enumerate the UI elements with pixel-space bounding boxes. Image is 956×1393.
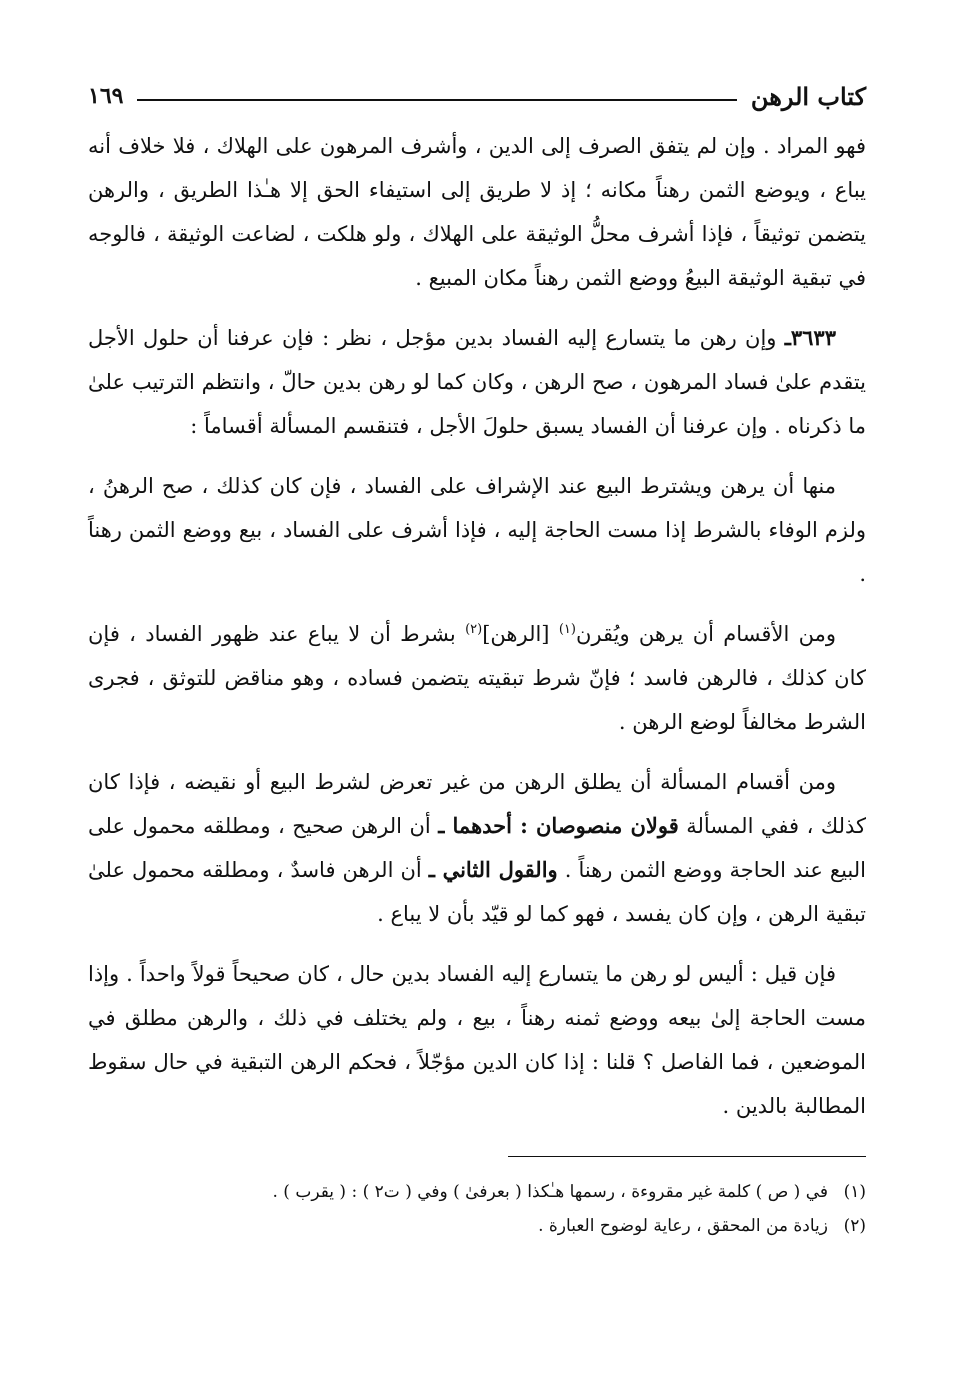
footnote-1-number: (١) bbox=[843, 1182, 866, 1202]
issue-number: ٣٦٣٣ـ bbox=[784, 325, 836, 350]
paragraph-4 bbox=[88, 612, 866, 744]
paragraph-1: فهو المراد . وإن لم يتفق الصرف إلى الدين ، وأشرف المرهون على الهلاك ، فلا خلاف أنه يباع ، ويوضع الثمن رهناً مكانه ؛ إذ لا طريق إلى استيفاء الحق إلا هـٰذا الطريق ، والرهن يتضمن توثيقاً ، فإذا أشرف محلُّ الوثيقة على الهلاك ، ولو هلكت ، لضاعت الوثيقة ، فالوجه في تبقية الوثيقة البيعُ ووضع الثمن رهناً مكان المبيع . bbox=[88, 134, 866, 290]
paragraph-4-text-a: ومن الأقسام أن يرهن ويُقرن bbox=[575, 622, 836, 646]
footnote-1 bbox=[88, 1175, 866, 1209]
book-page bbox=[88, 76, 866, 1243]
paragraph-5-text-c: أن الرهن فاسدٌ ، ومطلقه محمول علىٰ تبقية الرهن ، وإن كان يفسد ، فهو كما لو قيّد بأن لا يباع . bbox=[88, 858, 866, 926]
paragraph-5-text-a: ومن أقسام المسألة أن يطلق الرهن من غير تعرض لشرط البيع أو نقيضه ، فإذا كان كذلك ، ففي المسألة bbox=[88, 770, 866, 838]
footnote-2 bbox=[88, 1209, 866, 1243]
footnote-ref-1: (١) bbox=[558, 622, 576, 637]
footnote-rule bbox=[508, 1156, 866, 1157]
paragraph-5-text-b: أن الرهن صحيح ، ومطلقه محمول على البيع عند الحاجة ووضع الثمن رهناً . bbox=[88, 814, 866, 882]
paragraph-2-text: وإن رهن ما يتسارع إليه الفساد بدين مؤجل ، نظر : فإن عرفنا أن حلول الأجل يتقدم علىٰ فساد المرهون ، صح الرهن ، وكان كما لو رهن بدين حالّ ، وانتظم الترتيب علىٰ ما ذكرناه . وإن عرفنا أن الفساد يسبق حلولَ الأجل ، فتنقسم المسألة أقساماً : bbox=[88, 326, 866, 438]
paragraph-4-text-b: [الرهن] bbox=[482, 622, 559, 646]
paragraph-4-text-c: بشرط أن لا يباع عند ظهور الفساد ، فإن كان كذلك ، فالرهن فاسد ؛ فإنّ شرط تبقيته يتضمن فساده ، وهو مناقض للتوثق ، فجرى الشرط مخالفاً لوضع الرهن . bbox=[88, 622, 866, 734]
footnote-ref-2: (٢) bbox=[465, 622, 483, 637]
footnote-2-number: (٢) bbox=[843, 1216, 866, 1236]
footnote-2-text: زيادة من المحقق ، رعاية لوضوح العبارة . bbox=[538, 1216, 828, 1236]
paragraph-3: منها أن يرهن ويشترط البيع عند الإشراف على الفساد ، فإن كان كذلك ، صح الرهنُ ، ولزم الوفاء بالشرط إذا مست الحاجة إليه ، فإذا أشرف على الفساد ، بيع ووضع الثمن رهناً . bbox=[88, 474, 866, 586]
chapter-title: كتاب الرهن bbox=[750, 81, 866, 111]
paragraph-5-bold-2: والقول الثاني ـ bbox=[428, 857, 558, 882]
paragraph-5-bold-1: قولان منصوصان : أحدهما ـ bbox=[438, 813, 679, 838]
page-number: ١٦٩ bbox=[88, 83, 124, 109]
paragraph-2 bbox=[88, 316, 866, 448]
footnote-1-text: في ( ص ) كلمة غير مقروءة ، رسمها هـٰكذا ( بعرفىٰ ) وفي ( ت٢ ) : ( يقرب ) . bbox=[272, 1182, 828, 1202]
body-text bbox=[88, 124, 866, 1128]
running-head bbox=[88, 76, 866, 116]
paragraph-6: فإن قيل : أليس لو رهن ما يتسارع إليه الفساد بدين حال ، كان صحيحاً قولاً واحداً . وإذا مست الحاجة إلىٰ بيعه ووضع ثمنه رهناً ، بيع ، ولم يختلف في ذلك ، والرهن مطلق في الموضعين ، فما الفاصل ؟ قلنا : إذا كان الدين مؤجّلاً ، فحكم الرهن التبقية في حال سقوط المطالبة بالدين . bbox=[88, 962, 866, 1118]
header-rule bbox=[137, 99, 736, 101]
footnotes bbox=[88, 1175, 866, 1243]
paragraph-5 bbox=[88, 760, 866, 936]
